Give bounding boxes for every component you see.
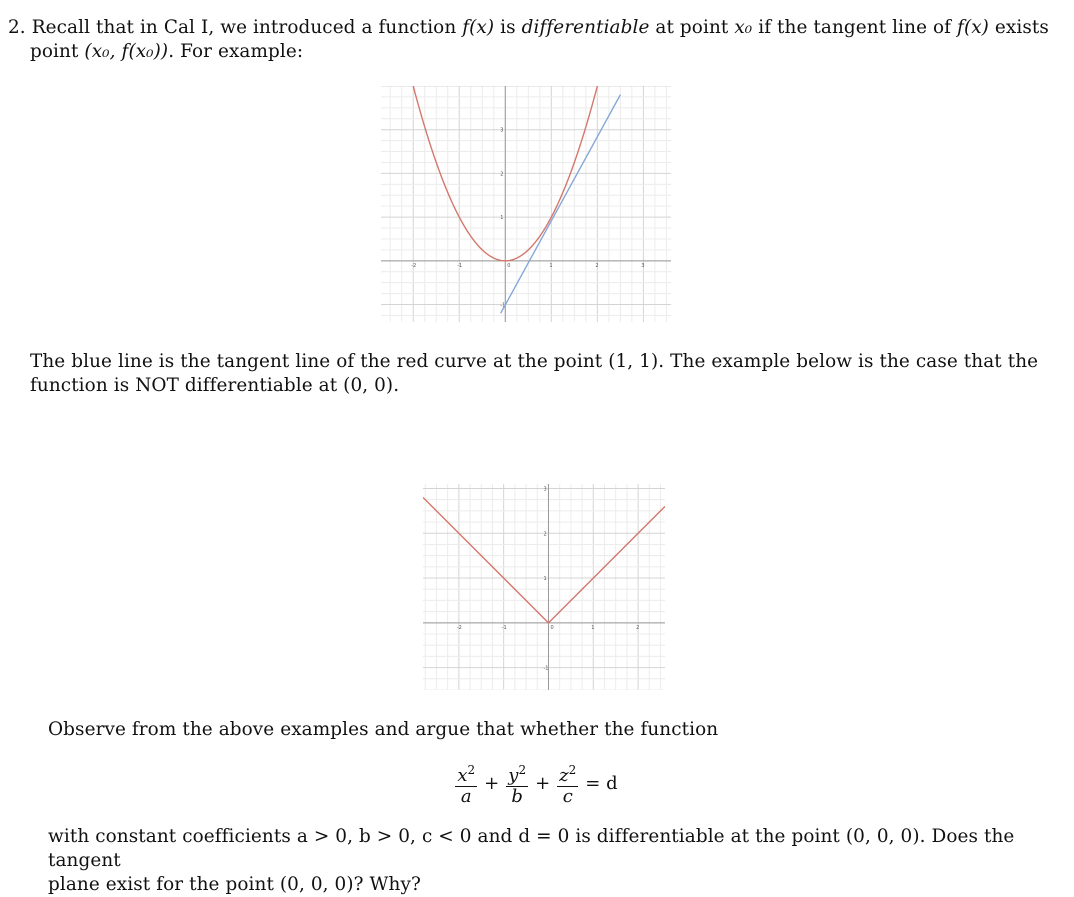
equation: [0, 760, 1074, 807]
paragraph-blue-line: [30, 350, 1038, 398]
intro-text-line2a: point: [30, 41, 85, 62]
paragraph-observe: [48, 718, 718, 742]
y-tick-label: -1: [500, 302, 506, 309]
x-tick-label: 2: [636, 624, 640, 631]
chart-absolute-value: [423, 484, 665, 690]
figure-parabola-tangent: [381, 86, 671, 322]
para2-line2: function is NOT differentiable at (0, 0).: [30, 375, 400, 396]
chart-parabola: [381, 86, 671, 322]
intro-text-e: exists: [988, 17, 1049, 38]
intro-text-line2b: . For example:: [168, 41, 304, 62]
plus-sign-1: +: [484, 773, 500, 794]
y-tick-label: 3: [500, 127, 504, 134]
intro-point: (x₀, f(x₀)): [84, 41, 169, 62]
y-tick-label: 3: [543, 486, 547, 493]
fraction-x: $\frac{x^2}{a}$: [457, 763, 476, 807]
intro-differentiable: differentiable: [521, 17, 650, 38]
para3-text: Observe from the above examples and argue that whether the function: [48, 719, 719, 740]
intro-text-a: Recall that in Cal I, we introduced a function: [31, 17, 463, 38]
x-tick-label: -1: [457, 262, 463, 269]
figure-absolute-value: [423, 484, 665, 690]
intro-text-d: if the tangent line of: [752, 17, 958, 38]
para2-line1: The blue line is the tangent line of the red curve at the point (1, 1). The example below is the case that the: [30, 351, 1039, 372]
x-tick-label: 0: [550, 624, 554, 631]
y-tick-label: 2: [543, 531, 547, 538]
problem-number: 2.: [8, 17, 26, 38]
x-tick-label: 3: [641, 262, 645, 269]
fraction-z: $\frac{z^2}{c}$: [559, 763, 577, 807]
plus-sign-2: +: [535, 773, 551, 794]
y-tick-label: 2: [500, 171, 504, 178]
para4-line1: with constant coefficients a > 0, b > 0, c < 0 and d = 0 is differentiable at the point (0, 0, 0). Does the tangent: [48, 826, 1015, 871]
x-tick-label: -2: [411, 262, 417, 269]
x-tick-label: -1: [501, 624, 507, 631]
equals-d: = d: [585, 773, 618, 794]
y-tick-label: -1: [543, 665, 549, 672]
x-tick-label: -2: [456, 624, 462, 631]
x-tick-label: 2: [595, 262, 599, 269]
para4-line2: plane exist for the point (0, 0, 0)? Why?: [48, 874, 421, 895]
y-tick-label: 1: [543, 576, 547, 583]
x-tick-label: 1: [591, 624, 595, 631]
series-tangent-line: [501, 95, 621, 314]
x-tick-label: 0: [507, 262, 511, 269]
fraction-y: $\frac{y^2}{b}$: [508, 763, 527, 807]
intro-text-b: is: [494, 17, 522, 38]
intro-x0: x₀: [734, 17, 753, 38]
intro-paragraph: [8, 16, 1049, 64]
intro-fx2: f(x): [957, 17, 989, 38]
paragraph-question: [48, 825, 1074, 897]
intro-text-c: at point: [649, 17, 735, 38]
y-tick-label: 1: [500, 215, 504, 222]
intro-fx: f(x): [462, 17, 495, 38]
x-tick-label: 1: [549, 262, 553, 269]
